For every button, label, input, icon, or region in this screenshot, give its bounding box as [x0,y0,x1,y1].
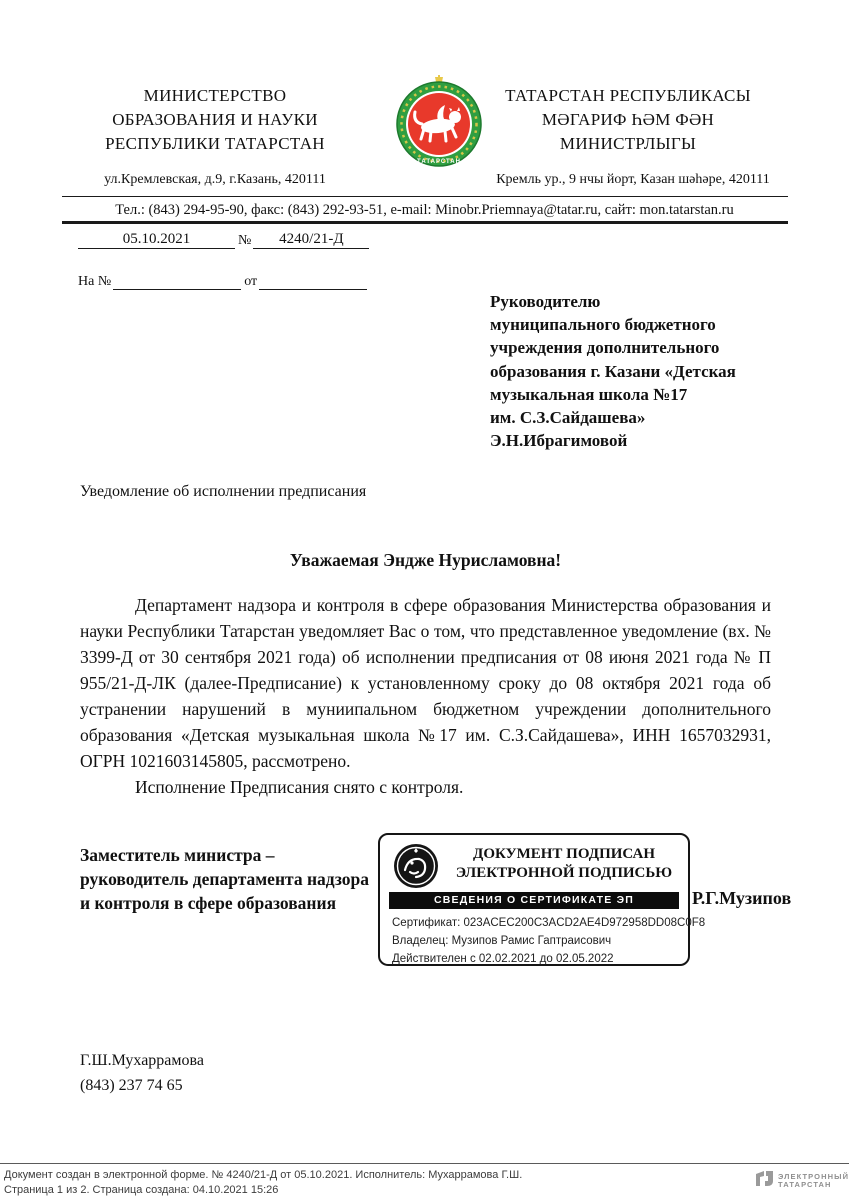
header-divider-thick [62,221,788,224]
footer-line1: Документ создан в электронной форме. № 4240/21-Д от 05.10.2021. Исполнитель: Мухаррамова Г.Ш. [4,1169,523,1181]
stamp-title [446,845,682,883]
outgoing-number-blank [253,231,369,249]
recipient-line: музыкальная школа №17 [490,384,688,404]
recipient-line: им. С.З.Сайдашева» [490,408,646,428]
stamp-title-line1: ДОКУМЕНТ ПОДПИСАН [473,846,655,862]
electronic-tatarstan-logo [755,1170,849,1192]
stamp-emblem-icon [392,842,440,890]
footer-divider [0,1163,849,1164]
executor-block [80,1048,204,1098]
logo-text-line2: ТАТАРСТАН [778,1180,832,1189]
recipient-line: Руководителю [490,292,601,311]
body-paragraph-2: Исполнение Предписания снято с контроля. [135,777,464,797]
outgoing-date: 05.10.2021 [122,231,191,247]
signature-position-line: руководитель департамента надзора [80,869,370,889]
contact-line: Тел.: (843) 294-95-90, факс: (843) 292-93-51, e-mail: Minobr.Priemnaya@tatar.ru, сайт: mon.tatarstan.ru [115,202,734,218]
ministry-address-ru: ул.Кремлевская, д.9, г.Казань, 420111 [104,172,326,187]
recipient-line: муниципального бюджетного [490,315,716,335]
electronic-tatarstan-logo-icon [755,1170,774,1192]
stamp-certificate-bar: СВЕДЕНИЯ О СЕРТИФИКАТЕ ЭП [389,892,679,909]
body-paragraph-1: Департамент надзора и контроля в сфере образования Министерства образования и науки Республики Татарстан уведомляет Вас о том, что представленное уведомление (вх. № 3399-Д от 30 сентября 2021 года) об исполнении предписания от 08 июня 2021 года № П 955/21-Д-ЛК (далее-Предписание) к установленному сроку до 08 октября 2021 года об устранении нарушений в муниипальном бюджетном учреждении дополнительного образования «Детская музыкальная школа №17 им. С.З.Сайдашева», ИНН 1657032931, ОГРН 1021603145805, рассмотрено. [80,595,771,771]
body-text [80,592,771,800]
reference-row-outgoing [78,231,369,249]
incoming-date-blank [259,272,367,290]
ministry-name-tt-line1: ТАТАРСТАН РЕСПУБЛИКАСЫ [505,86,751,105]
ministry-name-tt [478,84,778,156]
header-divider-thin [62,196,788,197]
footer-info [4,1168,704,1197]
emblem-label: ТАТАРСТАН [417,159,461,165]
recipient-line: Э.Н.Ибрагимовой [490,431,628,451]
outgoing-number: 4240/21-Д [279,231,344,247]
outgoing-date-blank [78,231,235,249]
reference-row-incoming [78,272,367,290]
ministry-name-ru-line2: ОБРАЗОВАНИЯ И НАУКИ [112,110,318,129]
recipient-line: образования г. Казани «Детская [490,361,736,381]
footer-line2: Страница 1 из 2. Страница создана: 04.10.2021 15:26 [4,1183,279,1196]
signature-name: Р.Г.Музипов [692,888,792,908]
ot-label: от [244,274,258,289]
executor-name: Г.Ш.Мухаррамова [80,1052,204,1069]
ministry-name-ru-line1: МИНИСТЕРСТВО [143,86,287,105]
stamp-title-line2: ЭЛЕКТРОННОЙ ПОДПИСЬЮ [455,865,673,881]
tatarstan-coat-of-arms-icon [394,74,484,170]
electronic-tatarstan-logo-text [778,1173,849,1190]
stamp-owner: Владелец: Музипов Рамис Гаптраисович [392,935,612,947]
number-sign: № [238,233,252,248]
subject-line: Уведомление об исполнении предписания [80,483,367,500]
ministry-name-tt-line2: МӘГАРИФ ҺӘМ ФӘН [541,110,715,129]
ministry-name-tt-line3: МИНИСТРЛЫГЫ [559,134,697,153]
stamp-validity: Действителен с 02.02.2021 до 02.05.2022 [392,953,614,965]
stamp-certificate: Сертификат: 023ACEC200C3ACD2AE4D972958DD08C0F8 [392,917,706,929]
recipient-block [490,290,830,452]
ministry-address-tt: Кремль ур., 9 нчы йорт, Казан шәһәре, 420111 [496,172,770,187]
signature-position-line: и контроля в сфере образования [80,893,337,913]
logo-text-line1: ЭЛЕКТРОННЫЙ [778,1171,849,1181]
ministry-name-ru [65,84,365,156]
electronic-signature-stamp [378,833,706,966]
recipient-line: учреждения дополнительного [490,338,720,358]
na-no-label: На № [78,274,112,289]
salutation: Уважаемая Эндже Нурисламовна! [289,550,562,570]
signature-position-line: Заместитель министра – [80,845,275,865]
executor-phone: (843) 237 74 65 [80,1077,183,1094]
ministry-name-ru-line3: РЕСПУБЛИКИ ТАТАРСТАН [105,134,325,153]
incoming-number-blank [113,272,241,290]
